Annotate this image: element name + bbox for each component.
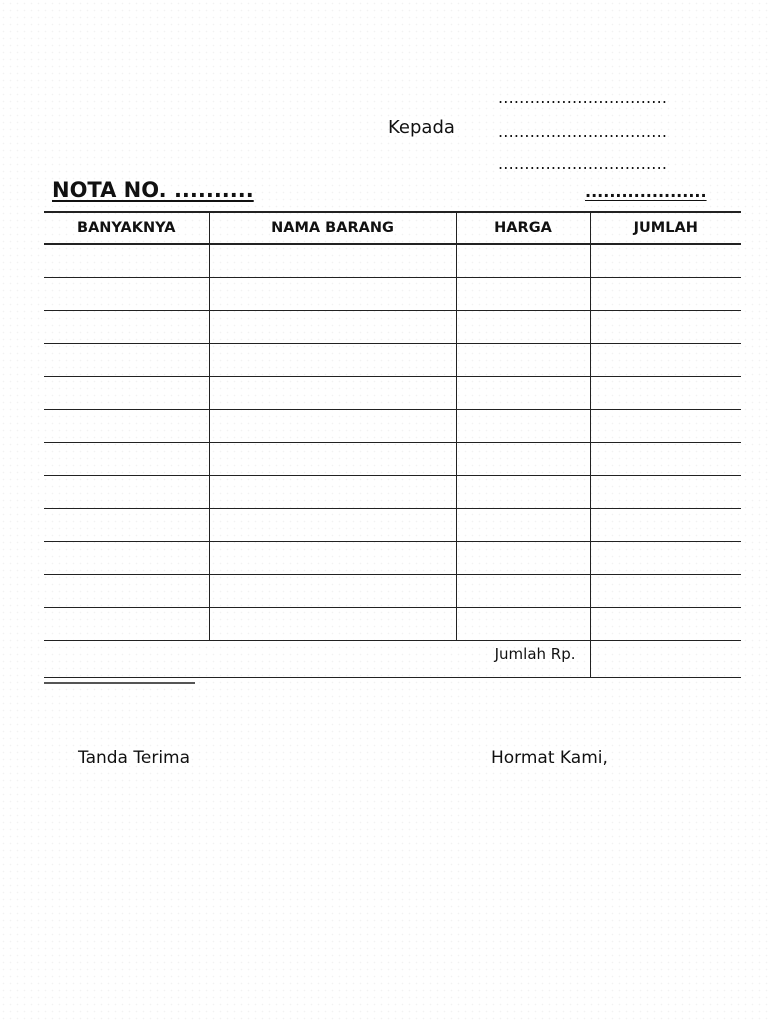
item-name-cell[interactable]: [209, 244, 456, 278]
total-value-cell[interactable]: [590, 641, 741, 678]
amount-cell[interactable]: [590, 575, 741, 608]
total-row: [44, 641, 741, 678]
qty-cell[interactable]: [44, 344, 209, 377]
qty-cell[interactable]: [44, 244, 209, 278]
received-by-label: Tanda Terima: [78, 748, 191, 768]
item-name-cell[interactable]: [209, 575, 456, 608]
table-row: [44, 410, 741, 443]
qty-cell[interactable]: [44, 542, 209, 575]
header-harga: HARGA: [456, 212, 590, 244]
price-cell[interactable]: [456, 575, 590, 608]
item-name-cell[interactable]: [209, 278, 456, 311]
amount-cell[interactable]: [590, 344, 741, 377]
amount-cell[interactable]: [590, 244, 741, 278]
signature-line: [44, 682, 195, 684]
amount-cell[interactable]: [590, 608, 741, 641]
price-cell[interactable]: [456, 410, 590, 443]
table-row: [44, 509, 741, 542]
item-name-cell[interactable]: [209, 509, 456, 542]
total-label: Jumlah Rp.: [456, 641, 590, 678]
price-cell[interactable]: [456, 443, 590, 476]
price-cell[interactable]: [456, 542, 590, 575]
table-row: [44, 244, 741, 278]
nota-number-title: NOTA NO. ..........: [52, 178, 254, 202]
recipient-line-3: ................................: [498, 154, 668, 173]
item-name-cell[interactable]: [209, 476, 456, 509]
amount-cell[interactable]: [590, 311, 741, 344]
item-name-cell[interactable]: [209, 608, 456, 641]
table-row: [44, 278, 741, 311]
amount-cell[interactable]: [590, 377, 741, 410]
item-name-cell[interactable]: [209, 542, 456, 575]
regards-label: Hormat Kami,: [491, 748, 608, 768]
header-jumlah: JUMLAH: [590, 212, 741, 244]
price-cell[interactable]: [456, 244, 590, 278]
qty-cell[interactable]: [44, 377, 209, 410]
price-cell[interactable]: [456, 278, 590, 311]
item-name-cell[interactable]: [209, 377, 456, 410]
qty-cell[interactable]: [44, 608, 209, 641]
qty-cell[interactable]: [44, 443, 209, 476]
total-empty-cell: [44, 641, 209, 678]
table-row: [44, 476, 741, 509]
table-row: [44, 443, 741, 476]
header-banyaknya: BANYAKNYA: [44, 212, 209, 244]
items-table: [44, 211, 741, 678]
table-row: [44, 575, 741, 608]
amount-cell[interactable]: [590, 476, 741, 509]
item-name-cell[interactable]: [209, 410, 456, 443]
table-row: [44, 608, 741, 641]
item-name-cell[interactable]: [209, 443, 456, 476]
qty-cell[interactable]: [44, 311, 209, 344]
table-body: [44, 244, 741, 641]
recipient-label: Kepada: [388, 117, 455, 138]
qty-cell[interactable]: [44, 476, 209, 509]
amount-cell[interactable]: [590, 443, 741, 476]
qty-cell[interactable]: [44, 278, 209, 311]
table-row: [44, 377, 741, 410]
amount-cell[interactable]: [590, 410, 741, 443]
price-cell[interactable]: [456, 608, 590, 641]
qty-cell[interactable]: [44, 410, 209, 443]
item-name-cell[interactable]: [209, 311, 456, 344]
item-name-cell[interactable]: [209, 344, 456, 377]
price-cell[interactable]: [456, 377, 590, 410]
price-cell[interactable]: [456, 311, 590, 344]
table-row: [44, 542, 741, 575]
total-empty-cell: [209, 641, 456, 678]
table-row: [44, 344, 741, 377]
price-cell[interactable]: [456, 509, 590, 542]
amount-cell[interactable]: [590, 542, 741, 575]
qty-cell[interactable]: [44, 509, 209, 542]
price-cell[interactable]: [456, 476, 590, 509]
table-header-row: [44, 212, 741, 244]
qty-cell[interactable]: [44, 575, 209, 608]
table-row: [44, 311, 741, 344]
nota-date-field: ....................: [585, 182, 707, 201]
price-cell[interactable]: [456, 344, 590, 377]
header-nama-barang: NAMA BARANG: [209, 212, 456, 244]
amount-cell[interactable]: [590, 278, 741, 311]
recipient-line-1: ................................: [498, 88, 668, 107]
items-table-wrapper: [44, 211, 741, 678]
amount-cell[interactable]: [590, 509, 741, 542]
recipient-line-2: ................................: [498, 122, 668, 141]
